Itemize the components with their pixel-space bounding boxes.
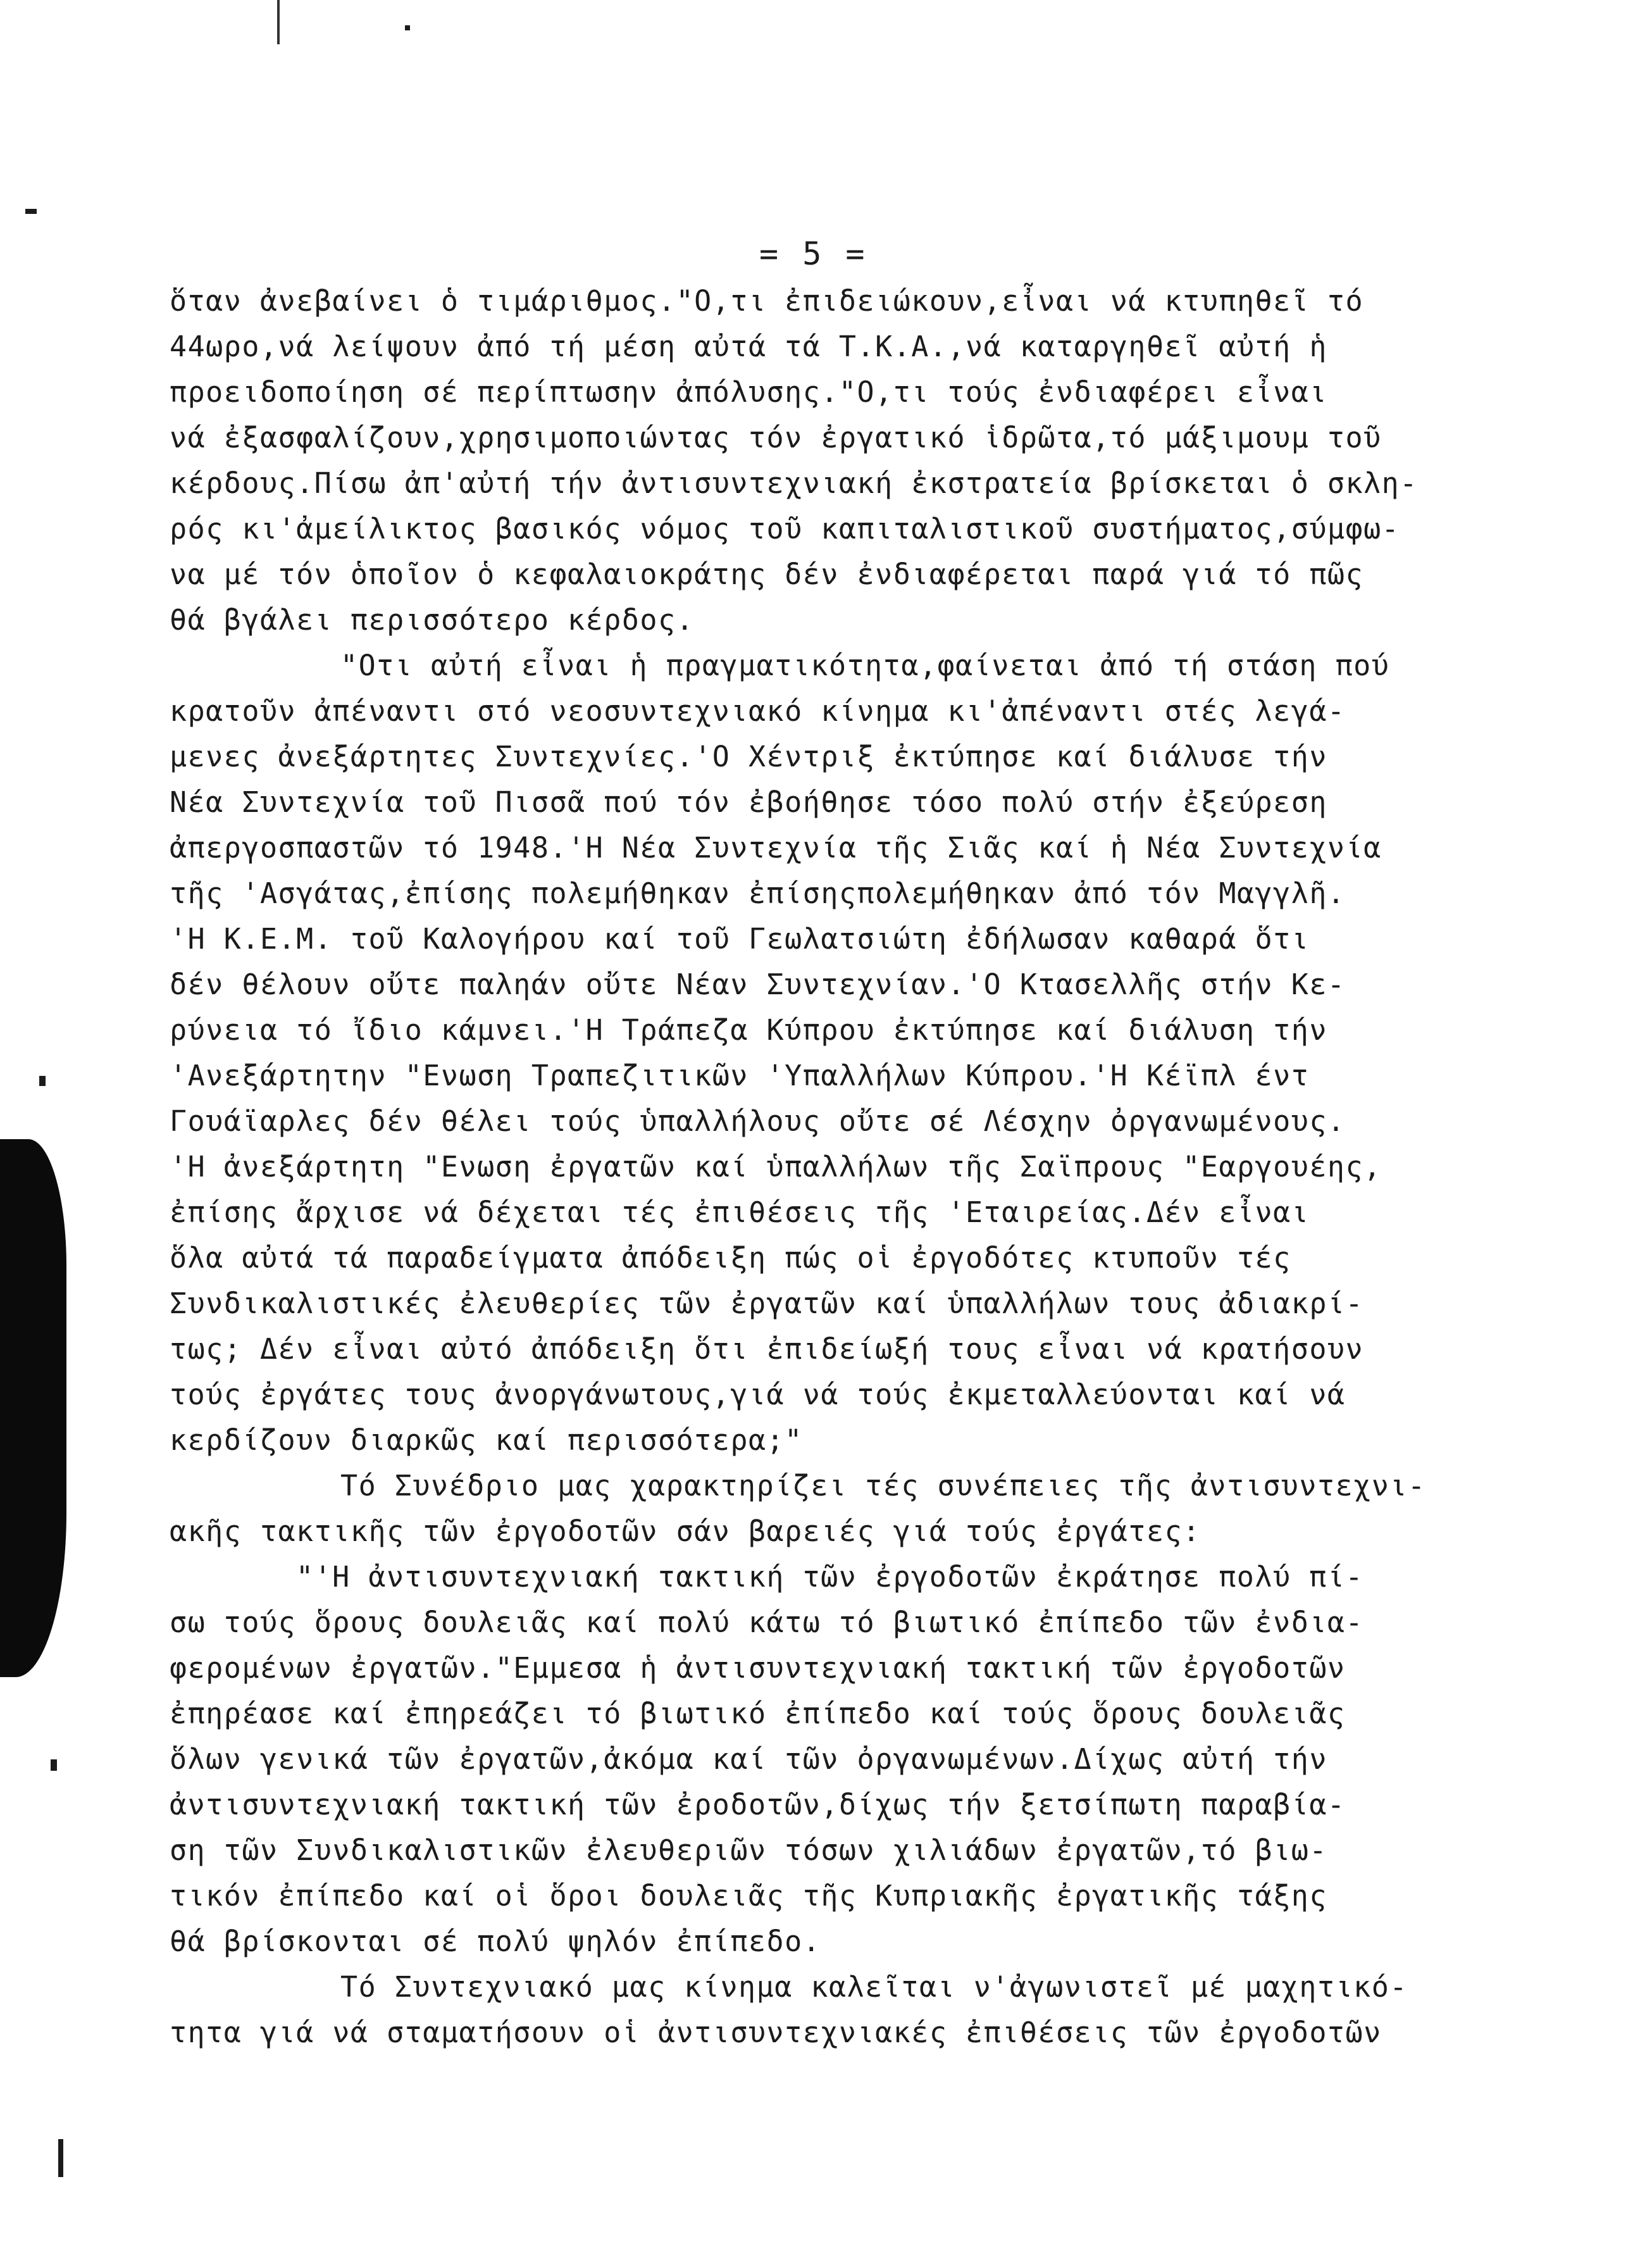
text-line: ἐπηρέασε καί ἐπηρεάζει τό βιωτικό ἐπίπεδο καί τούς ὅρους δουλειᾶς bbox=[170, 1697, 1346, 1730]
text-line: θά βρίσκονται σέ πολύ ψηλόν ἐπίπεδο. bbox=[170, 1925, 821, 1958]
document-body-text bbox=[170, 278, 1511, 2056]
text-line: να μέ τόν ὁποῖον ὁ κεφαλαιοκράτης δέν ἐνδιαφέρεται παρά γιά τό πῶς bbox=[170, 558, 1364, 591]
text-line: ὅταν ἀνεβαίνει ὁ τιμάριθμος."Ο,τι ἐπιδειώκουν,εἶναι νά κτυπηθεῖ τό bbox=[170, 284, 1364, 318]
text-line: ρός κι'ἀμείλικτος βασικός νόμος τοῦ καπιταλιστικοῦ συστήματος,σύμφω- bbox=[170, 512, 1400, 546]
text-line: ἐπίσης ἄρχισε νά δέχεται τές ἐπιθέσεις τῆς 'Εταιρείας.Δέν εἶναι bbox=[170, 1195, 1310, 1229]
page-number: = 5 = bbox=[759, 235, 867, 272]
scan-speck bbox=[58, 2139, 63, 2177]
text-line: τῆς 'Ασγάτας,ἐπίσης πολεμήθηκαν ἐπίσηςπολεμήθηκαν ἀπό τόν Μαγγλῆ. bbox=[170, 877, 1346, 910]
text-line: Γουάϊαρλες δέν θέλει τούς ὑπαλλήλους οὔτε σέ Λέσχην ὀργανωμένους. bbox=[170, 1104, 1346, 1138]
text-line: 'Ανεξάρτητην "Ενωση Τραπεζιτικῶν 'Υπαλλήλων Κύπρου.'Η Κέϊπλ έντ bbox=[170, 1059, 1310, 1092]
text-line: θά βγάλει περισσότερο κέρδος. bbox=[170, 603, 695, 637]
text-line: φερομένων ἐργατῶν."Εμμεσα ἡ ἀντισυντεχνιακή τακτική τῶν ἐργοδοτῶν bbox=[170, 1651, 1346, 1685]
text-line: ἀπεργοσπαστῶν τό 1948.'Η Νέα Συντεχνία τῆς Σιᾶς καί ἡ Νέα Συντεχνία bbox=[170, 831, 1382, 865]
text-line: τικόν ἐπίπεδο καί οἱ ὅροι δουλειᾶς τῆς Κυπριακῆς ἐργατικῆς τάξης bbox=[170, 1879, 1327, 1913]
text-line: δέν θέλουν οὔτε παληάν οὔτε Νέαν Συντεχνίαν.'Ο Κτασελλῆς στήν Κε- bbox=[170, 968, 1346, 1001]
text-line: νά ἐξασφαλίζουν,χρησιμοποιώντας τόν ἐργατικό ἱδρῶτα,τό μάξιμουμ τοῦ bbox=[170, 421, 1382, 454]
paragraph-start-line: "Οτι αὐτή εἶναι ἡ πραγματικότητα,φαίνεται ἀπό τή στάση πού bbox=[340, 649, 1390, 682]
scan-speck bbox=[25, 209, 37, 214]
text-line: προειδοποίηση σέ περίπτωσην ἀπόλυσης."Ο,τι τούς ἐνδιαφέρει εἶναι bbox=[170, 375, 1327, 409]
text-line: Συνδικαλιστικές ἐλευθερίες τῶν ἐργατῶν καί ὑπαλλήλων τους ἀδιακρί- bbox=[170, 1287, 1364, 1320]
quote-start-line: "'Η ἀντισυντεχνιακή τακτική τῶν ἐργοδοτῶν ἐκράτησε πολύ πί- bbox=[296, 1560, 1363, 1594]
text-line: ὅλων γενικά τῶν ἐργατῶν,ἀκόμα καί τῶν ὀργανωμένων.Δίχως αὐτή τήν bbox=[170, 1742, 1327, 1776]
text-line: τούς ἐργάτες τους ἀνοργάνωτους,γιά νά τούς ἐκμεταλλεύονται καί νά bbox=[170, 1378, 1346, 1411]
text-line: ακῆς τακτικῆς τῶν ἐργοδοτῶν σάν βαρειές γιά τούς ἐργάτες: bbox=[170, 1514, 1201, 1548]
text-line: μενες ἀνεξάρτητες Συντεχνίες.'Ο Χέντριξ ἐκτύπησε καί διάλυσε τήν bbox=[170, 740, 1327, 773]
text-line: τως; Δέν εἶναι αὐτό ἀπόδειξη ὅτι ἐπιδείωξή τους εἶναι νά κρατήσουν bbox=[170, 1332, 1364, 1366]
paragraph-start-line: Τό Συντεχνιακό μας κίνημα καλεῖται ν'ἀγωνιστεῖ μέ μαχητικό- bbox=[340, 1970, 1408, 2004]
text-line: 'Η Κ.Ε.Μ. τοῦ Καλογήρου καί τοῦ Γεωλατσιώτη ἐδήλωσαν καθαρά ὅτι bbox=[170, 922, 1310, 956]
scan-speck bbox=[39, 1076, 46, 1086]
text-line: σω τούς ὅρους δουλειᾶς καί πολύ κάτω τό βιωτικό ἐπίπεδο τῶν ἐνδια- bbox=[170, 1606, 1364, 1639]
text-line: 'Η ἀνεξάρτητη "Ενωση ἐργατῶν καί ὑπαλλήλων τῆς Σαϊπρους "Εαργουέης, bbox=[170, 1150, 1382, 1183]
scan-edge-mark bbox=[277, 0, 280, 44]
paragraph-start-line: Τό Συνέδριο μας χαρακτηρίζει τές συνέπειες τῆς ἀντισυντεχνι- bbox=[340, 1469, 1426, 1502]
text-line: ρύνεια τό ἴδιο κάμνει.'Η Τράπεζα Κύπρου ἐκτύπησε καί διάλυση τήν bbox=[170, 1013, 1327, 1047]
scan-speck bbox=[405, 25, 410, 30]
text-line: τητα γιά νά σταματήσουν οἱ ἀντισυντεχνιακές ἐπιθέσεις τῶν ἐργοδοτῶν bbox=[170, 2016, 1382, 2049]
text-line: ἀντισυντεχνιακή τακτική τῶν ἐροδοτῶν,δίχως τήν ξετσίπωτη παραβία- bbox=[170, 1788, 1346, 1821]
text-line: κερδίζουν διαρκῶς καί περισσότερα;" bbox=[170, 1423, 803, 1457]
text-line: 44ωρο,νά λείψουν ἀπό τή μέση αὐτά τά Τ.Κ.Α.,νά καταργηθεῖ αὐτή ἡ bbox=[170, 330, 1327, 363]
text-line: Νέα Συντεχνία τοῦ Πισσᾶ πού τόν ἐβοήθησε τόσο πολύ στήν ἐξεύρεση bbox=[170, 785, 1327, 819]
text-line: ση τῶν Συνδικαλιστικῶν ἐλευθεριῶν τόσων χιλιάδων ἐργατῶν,τό βιω- bbox=[170, 1833, 1327, 1867]
scan-speck bbox=[51, 1759, 57, 1771]
text-line: κέρδους.Πίσω ἀπ'αὐτή τήν ἀντισυντεχνιακή ἐκστρατεία βρίσκεται ὁ σκλη- bbox=[170, 466, 1418, 500]
text-line: κρατοῦν ἀπέναντι στό νεοσυντεχνιακό κίνημα κι'ἀπέναντι στές λεγά- bbox=[170, 694, 1346, 728]
scan-ink-blot bbox=[0, 1139, 66, 1677]
text-line: ὅλα αὐτά τά παραδείγματα ἀπόδειξη πώς οἱ ἐργοδότες κτυποῦν τές bbox=[170, 1241, 1291, 1275]
